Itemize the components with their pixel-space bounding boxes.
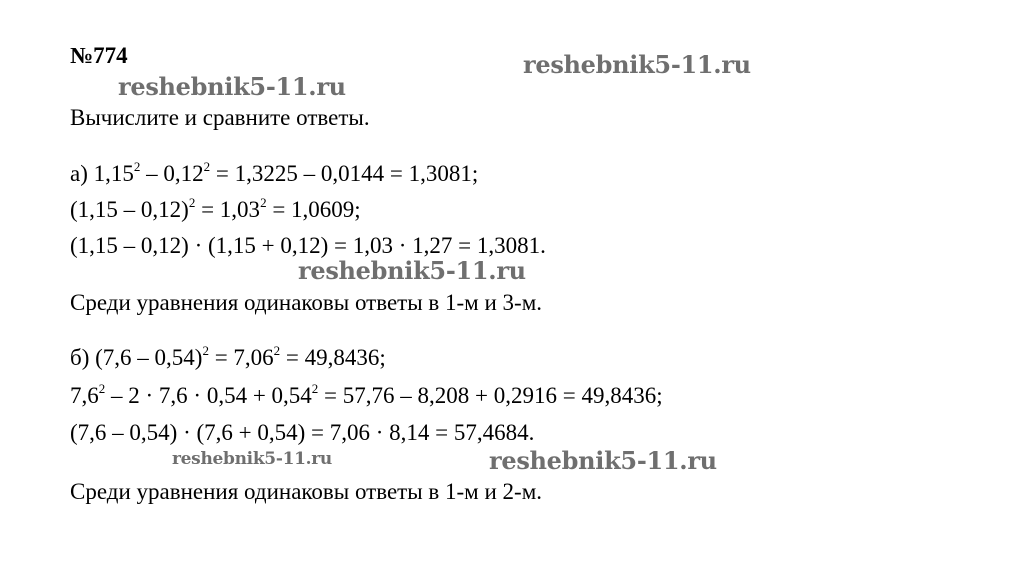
part-a-line-3: (1,15 – 0,12) · (1,15 + 0,12) = 1,03 · 1,27 = 1,3081.: [70, 233, 546, 258]
exponent: 2: [202, 343, 209, 358]
expr-text: = 49,8436;: [280, 345, 386, 370]
expr-text: = 1,03: [195, 197, 261, 222]
expr-text: 7,6: [70, 383, 99, 408]
expr-text: = 1,3225 – 0,0144 = 1,3081;: [210, 161, 479, 186]
part-a-conclusion: Среди уравнения одинаковы ответы в 1-м и 3-м.: [70, 290, 543, 315]
task-number: №774: [70, 43, 128, 68]
exponent: 2: [188, 195, 196, 210]
expr-text: б) (7,6 – 0,54): [70, 345, 203, 370]
exponent: 2: [133, 159, 141, 174]
part-a-line-1: [70, 160, 478, 188]
part-b-conclusion: Среди уравнения одинаковы ответы в 1-м и 2-м.: [70, 479, 543, 504]
exponent: 2: [98, 381, 106, 396]
part-b-line-3: (7,6 – 0,54) · (7,6 + 0,54) = 7,06 · 8,14 = 57,4684.: [70, 420, 535, 445]
watermark: reshebnik5-11.ru: [489, 446, 717, 475]
part-b-line-1: [70, 344, 386, 372]
expr-text: – 2 · 7,6 · 0,54 + 0,54: [105, 383, 312, 408]
expr-text: а) 1,15: [70, 161, 134, 186]
expr-text: = 57,76 – 8,208 + 0,2916 = 49,8436;: [318, 383, 663, 408]
part-b-line-2: [70, 382, 663, 410]
instruction-text: Вычислите и сравните ответы.: [70, 105, 370, 130]
part-a-line-2: [70, 196, 361, 224]
watermark: reshebnik5-11.ru: [523, 50, 751, 79]
exponent: 2: [203, 159, 211, 174]
watermark: reshebnik5-11.ru: [118, 72, 346, 101]
expr-text: = 7,06: [208, 345, 274, 370]
expr-text: – 0,12: [140, 161, 204, 186]
exponent: 2: [311, 381, 319, 396]
expr-text: = 1,0609;: [266, 197, 361, 222]
exponent: 2: [273, 343, 281, 358]
watermark: reshebnik5-11.ru: [298, 256, 526, 285]
exponent: 2: [260, 195, 267, 210]
watermark: reshebnik5-11.ru: [172, 449, 332, 469]
expr-text: (1,15 – 0,12): [70, 197, 189, 222]
